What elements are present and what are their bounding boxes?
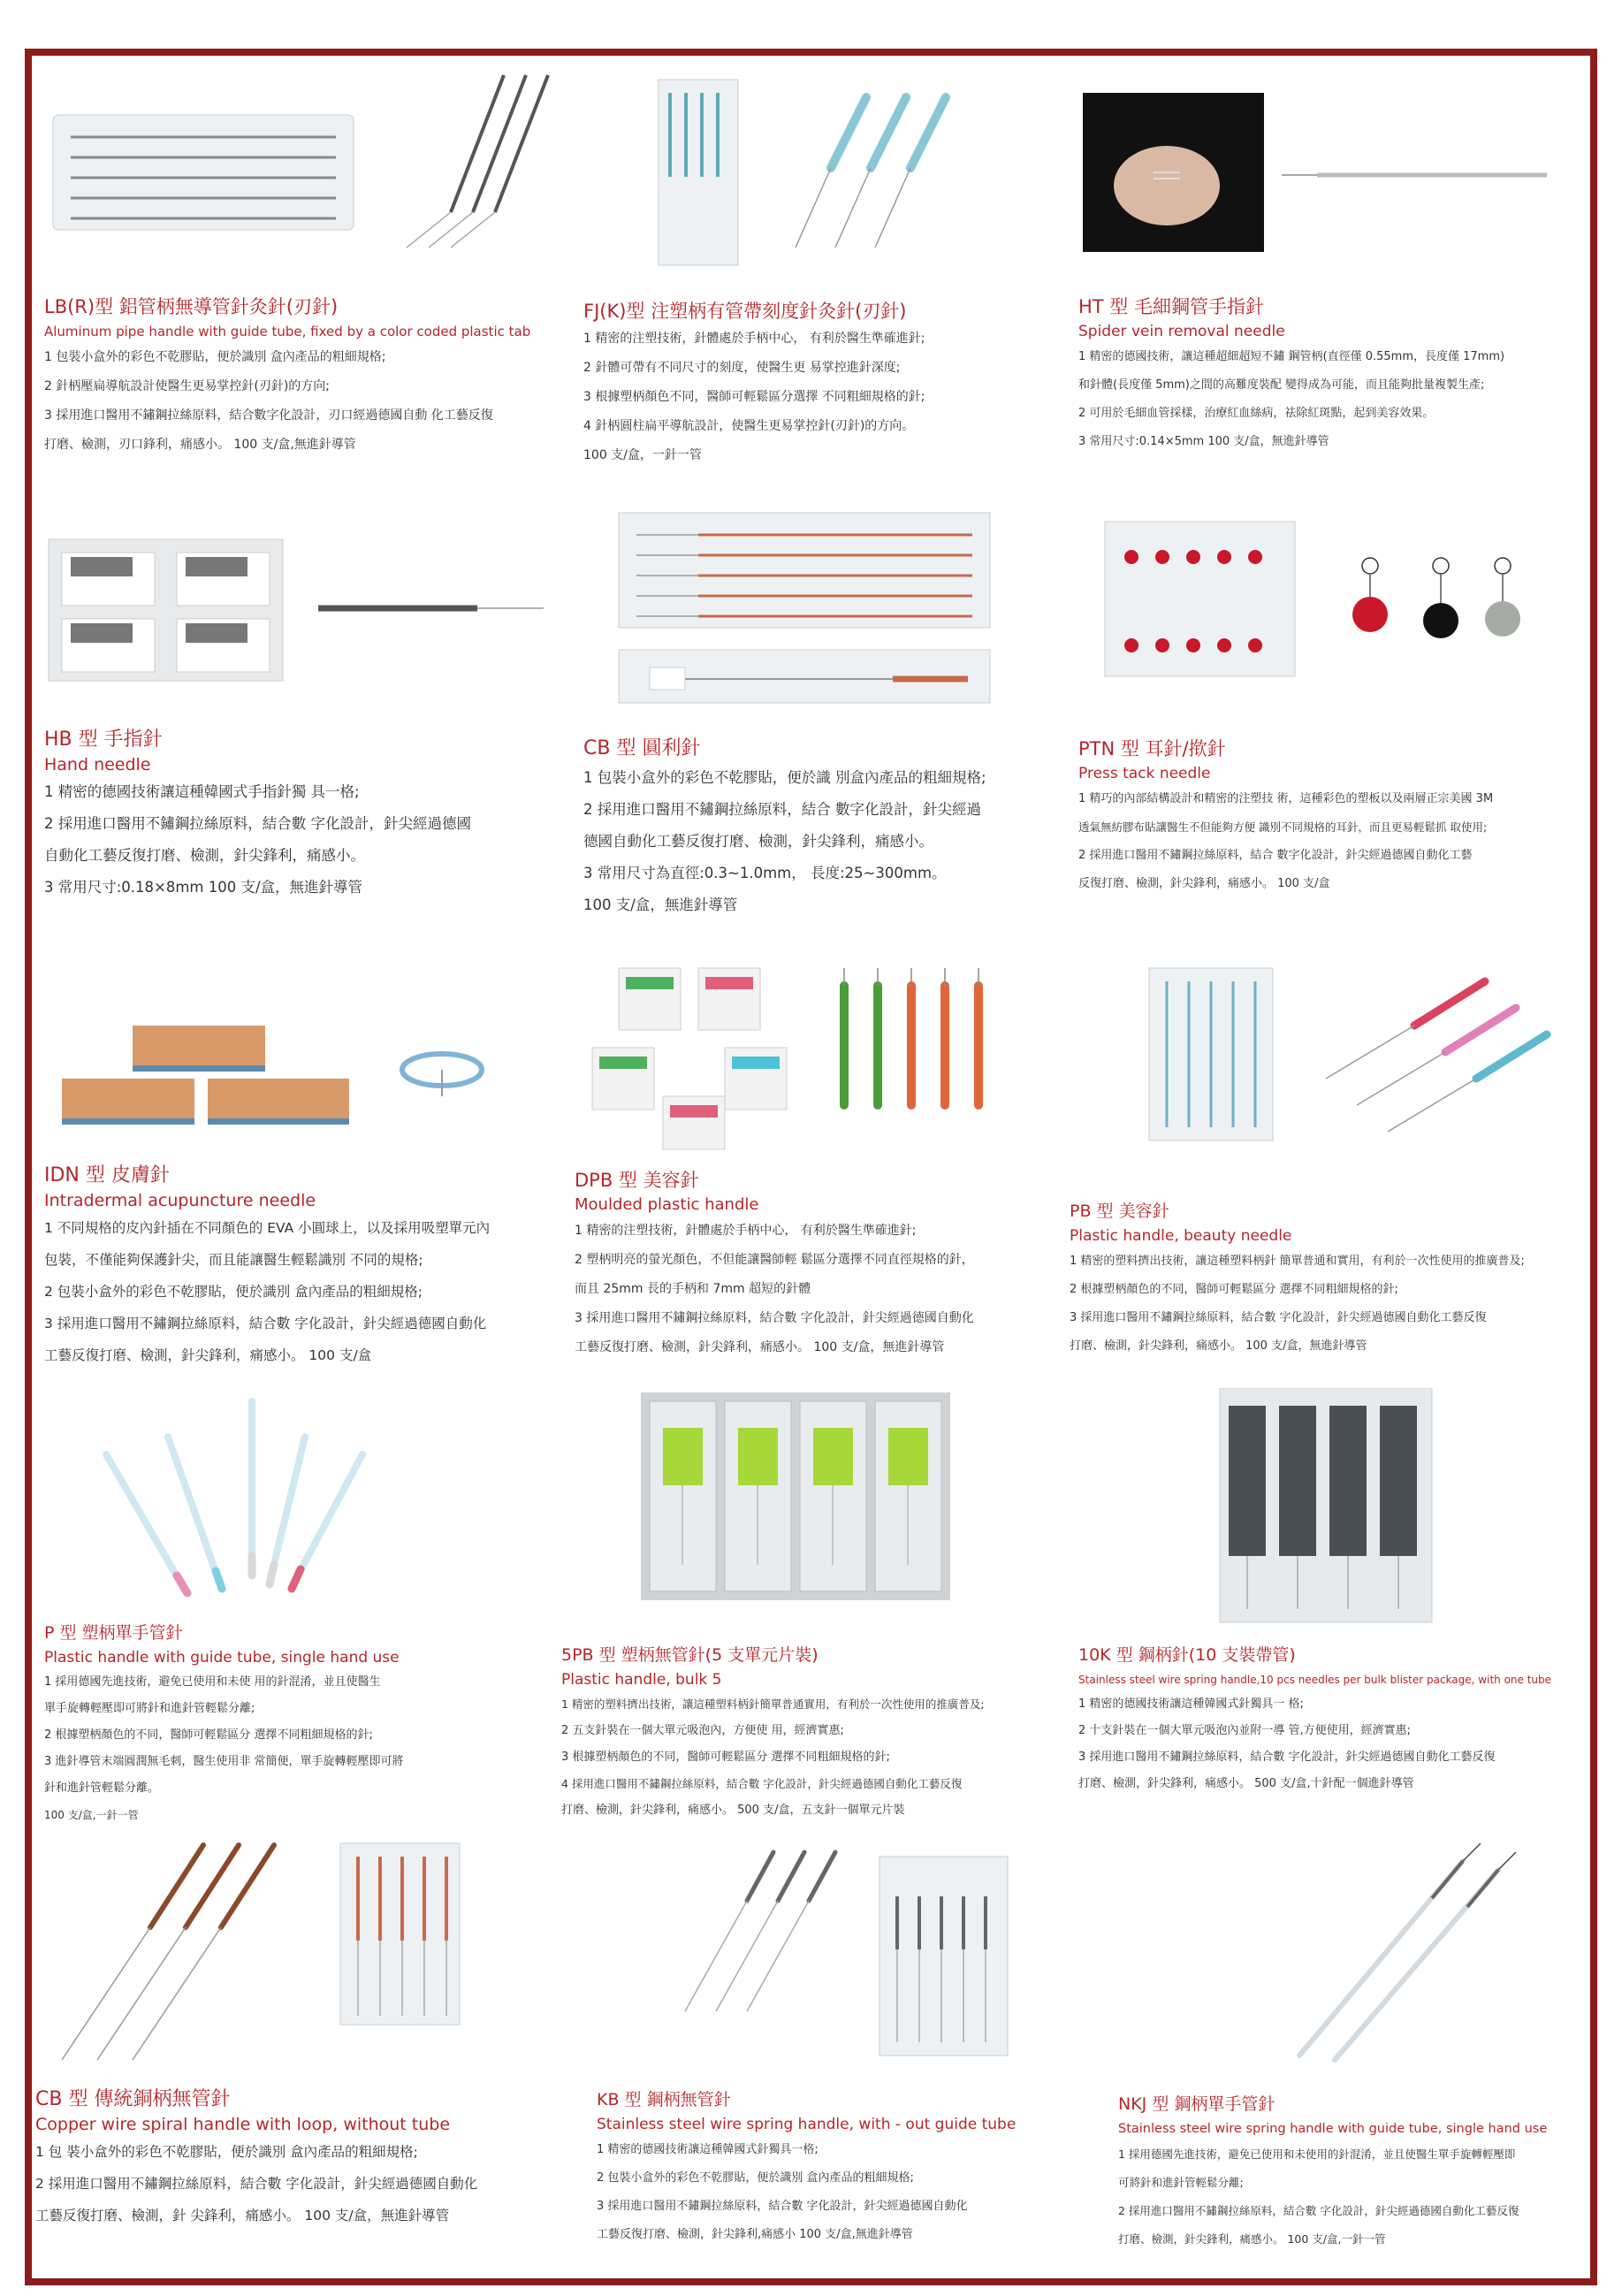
product-line: 2 採用進口醫用不鏽鋼拉絲原料，結合數 字化設計，針尖經過德國	[44, 815, 471, 832]
product-title: PTN 型 耳針/揿針	[1078, 738, 1226, 759]
product-line: 2 五支針裝在一個大單元吸泡內，方便使 用，經濟實惠;	[561, 1724, 844, 1737]
product-p	[35, 1388, 557, 1848]
product-subtitle: Hand needle	[44, 755, 151, 774]
product-line: 打磨、檢測，針尖鋒利，痛感小。 100 支/盒,一針一管	[1118, 2232, 1386, 2246]
product-pb	[1061, 942, 1587, 1397]
product-title: DPB 型 美容針	[575, 1170, 699, 1191]
product-subtitle: Plastic handle, bulk 5	[561, 1671, 722, 1689]
product-title: P 型 塑柄單手管針	[44, 1623, 183, 1643]
product-subtitle: Plastic handle with guide tube, single hand use	[44, 1649, 400, 1667]
product-line: 2 根據塑柄顏色的不同，醫師可輕鬆區分 選擇不同粗細規格的針;	[1070, 1283, 1398, 1296]
product-line: 單手旋轉輕壓即可將針和進針管輕鬆分離;	[44, 1702, 255, 1715]
product-line: 3 採用進口醫用不鏽鋼拉絲原料，結合數 字化設計，針尖經過德國自動化工藝反復	[1070, 1311, 1487, 1324]
product-cb-round	[575, 504, 1070, 937]
product-images	[1109, 1835, 1587, 2091]
product-line: 2 塑柄明亮的螢光顏色，不但能讓醫師輕 鬆區分選擇不同直徑規格的針，	[575, 1253, 974, 1267]
product-subtitle: Press tack needle	[1078, 765, 1211, 782]
product-line: 打磨、檢測，針尖鋒利，痛感小。 500 支/盒,十針配一個進針導管	[1078, 1777, 1414, 1790]
product-line: 1 精密的注塑技術，針體處於手柄中心， 有利於醫生準確進針;	[583, 332, 925, 346]
product-nkj	[1109, 1835, 1587, 2277]
product-line: 2 包裝小盒外的彩色不乾膠貼，便於識別 盒內產品的粗細規格;	[597, 2171, 914, 2185]
product-title: LB(R)型 鋁管柄無導管針灸針(刃針)	[44, 296, 339, 317]
product-line: 2 採用進口醫用不鏽鋼拉絲原料，結合數 字化設計，針尖經過德國自動化工藝反復	[1118, 2204, 1519, 2217]
needle-pack-illustration	[1070, 62, 1587, 318]
needle-pack-illustration	[575, 504, 1070, 760]
product-line: 3 根據塑柄顏色不同，醫師可輕鬆區分選擇 不同粗細規格的針;	[583, 390, 925, 404]
needle-pack-illustration	[35, 62, 566, 318]
product-subtitle: Plastic handle, beauty needle	[1070, 1227, 1292, 1245]
needle-pack-illustration	[27, 1835, 592, 2091]
product-line: 透氣無紡膠布貼讓醫生不但能夠方便 識別不同規格的耳針，而且更易輕鬆抓 取使用;	[1078, 820, 1488, 834]
product-line: 100 支/盒,一針一管	[44, 1809, 139, 1821]
product-title: 10K 型 鋼柄針(10 支裝帶管)	[1078, 1645, 1296, 1665]
product-subtitle: Intradermal acupuncture needle	[44, 1191, 316, 1210]
product-line: 打磨、檢測，針尖鋒利，痛感小。 500 支/盒，五支針一個單元片裝	[561, 1804, 905, 1817]
product-images	[35, 1388, 557, 1644]
needle-pack-illustration	[35, 1388, 557, 1644]
product-ht	[1070, 62, 1587, 469]
product-title: IDN 型 皮膚針	[44, 1164, 170, 1186]
needle-pack-illustration	[1109, 1835, 1587, 2091]
product-line: 3 採用進口醫用不鏽鋼拉絲原料，結合數 字化設計，針尖經過德國自動化工藝反復	[1078, 1751, 1496, 1764]
product-images	[1070, 504, 1587, 760]
product-line: 工藝反復打磨、檢測，針尖鋒利，痛感小。 100 支/盒，無進針導管	[575, 1340, 945, 1354]
product-10k	[1070, 1388, 1587, 1848]
product-line: 德國自動化工藝反復打磨、檢測，針尖鋒利，痛感小。	[583, 833, 933, 850]
product-title: CB 型 圓利針	[583, 737, 701, 759]
product-images	[588, 1835, 1109, 2091]
product-line: 打磨、檢測，針尖鋒利，痛感小。 100 支/盒，無進針導管	[1070, 1339, 1367, 1353]
product-line: 1 包裝小盒外的彩色不乾膠貼，便於識別 盒內產品的粗細規格;	[44, 350, 386, 364]
product-line: 2 可用於毛細血管採樣，治療紅血絲病，祛除紅斑點，起到美容效果。	[1078, 407, 1435, 420]
product-title: 5PB 型 塑柄無管針(5 支單元片裝)	[561, 1645, 819, 1665]
product-line: 100 支/盒，一針一管	[583, 448, 702, 462]
product-images	[35, 62, 566, 318]
product-line: 1 採用德國先進技術，避免已使用和未使用的針混淆，並且使醫生單手旋轉輕壓即	[1118, 2147, 1516, 2161]
product-line: 2 採用進口醫用不鏽鋼拉絲原料，結合數 字化設計，針尖經過德國自動化	[35, 2176, 478, 2192]
needle-pack-illustration	[35, 504, 575, 760]
product-5pb	[552, 1388, 1074, 1848]
product-images	[35, 942, 575, 1198]
product-title: KB 型 鋼柄無管針	[597, 2090, 731, 2109]
product-line: 工藝反復打磨、檢測，針 尖鋒利，痛感小。 100 支/盒，無進針導管	[35, 2208, 450, 2224]
product-line: 工藝反復打磨、檢測，針尖鋒利,痛感小 100 支/盒,無進針導管	[597, 2228, 913, 2241]
product-line: 而且 25mm 長的手柄和 7mm 超短的針體	[575, 1282, 811, 1296]
product-line: 3 採用進口醫用不鏽鋼拉絲原料，結合數 字化設計，針尖經過德國自動化	[597, 2200, 968, 2213]
product-line: 反復打磨、檢測，針尖鋒利，痛感小。 100 支/盒	[1078, 877, 1330, 890]
product-line: 1 不同規格的皮內針插在不同顏色的 EVA 小圓球上，以及採用吸塑單元內	[44, 1220, 491, 1236]
product-subtitle: Aluminum pipe handle with guide tube, fixed by a color coded plastic tab	[44, 324, 531, 339]
product-line: 3 常用尺寸為直徑:0.3~1.0mm， 長度:25~300mm。	[583, 865, 947, 881]
product-dpb	[566, 942, 1061, 1397]
needle-pack-illustration	[552, 1388, 1074, 1644]
product-images	[575, 62, 1070, 318]
product-line: 1 精密的德國技術讓這種韓國式針獨具一格;	[597, 2143, 819, 2156]
product-subtitle: Spider vein removal needle	[1078, 323, 1285, 340]
needle-pack-illustration	[1061, 942, 1587, 1198]
product-line: 1 精密的德國技術讓這種韓國式手指針獨 具一格;	[44, 783, 360, 800]
product-title: NKJ 型 鋼柄單手管針	[1118, 2094, 1276, 2114]
product-kb	[588, 1835, 1109, 2277]
product-line: 3 根據塑柄顏色的不同，醫師可輕鬆區分 選擇不同粗細規格的針;	[561, 1751, 890, 1764]
product-line: 3 進針導管末端圓潤無毛刺，醫生使用非 常簡便，單手旋轉輕壓即可將	[44, 1755, 404, 1768]
product-images	[1070, 1388, 1587, 1644]
product-images	[566, 942, 1061, 1198]
needle-pack-illustration	[588, 1835, 1109, 2091]
needle-pack-illustration	[566, 942, 1061, 1198]
product-line: 1 精密的德國技術讓這種韓國式針獨具一 格;	[1078, 1697, 1304, 1711]
product-line: 1 採用德國先進技術，避免已使用和未使 用的針混淆，並且使醫生	[44, 1675, 381, 1689]
product-title: HB 型 手指針	[44, 728, 163, 751]
product-line: 1 精密的注塑技術，針體處於手柄中心， 有利於醫生準確進針;	[575, 1224, 917, 1238]
product-title: HT 型 毛細鋼管手指針	[1078, 296, 1264, 317]
product-line: 100 支/盒，無進針導管	[583, 896, 738, 913]
product-cb-copper	[27, 1835, 592, 2277]
product-line: 3 常用尺寸:0.18×8mm 100 支/盒，無進針導管	[44, 879, 363, 896]
product-subtitle: Stainless steel wire spring handle with guide tube, single hand use	[1118, 2122, 1548, 2136]
product-images	[35, 504, 575, 760]
product-line: 4 採用進口醫用不鏽鋼拉絲原料，結合數 字化設計，針尖經過德國自動化工藝反復	[561, 1777, 963, 1790]
product-line: 2 採用進口醫用不鏽鋼拉絲原料，結合 數字化設計，針尖經過	[583, 801, 981, 818]
product-hb	[35, 504, 575, 937]
product-line: 2 十支針裝在一個大單元吸泡內並附一導 管,方便使用，經濟實惠;	[1078, 1724, 1412, 1737]
needle-pack-illustration	[1070, 1388, 1587, 1644]
product-subtitle: Stainless steel wire spring handle, with - out guide tube	[597, 2116, 1017, 2133]
product-line: 2 根據塑柄顏色的不同，醫師可輕鬆區分 選擇不同粗細規格的針;	[44, 1728, 373, 1742]
needle-pack-illustration	[35, 942, 575, 1198]
product-line: 工藝反復打磨、檢測，針尖鋒利，痛感小。 100 支/盒	[44, 1347, 372, 1363]
product-line: 自動化工藝反復打磨、檢測，針尖鋒利，痛感小。	[44, 847, 365, 864]
product-line: 1 精巧的內部結構設計和精密的注塑技 術，這種彩色的塑板以及兩層正宗美國 3M	[1078, 792, 1494, 805]
product-subtitle: Moulded plastic handle	[575, 1195, 759, 1214]
product-line: 3 常用尺寸:0.14×5mm 100 支/盒，無進針導管	[1078, 435, 1329, 448]
product-images	[1070, 62, 1587, 318]
product-line: 1 包 裝小盒外的彩色不乾膠貼，便於識別 盒內產品的粗細規格;	[35, 2144, 418, 2160]
product-title: CB 型 傳統銅柄無管針	[35, 2088, 231, 2110]
product-line: 2 採用進口醫用不鏽鋼拉絲原料，結合 數字化設計，針尖經過德國自動化工藝	[1078, 849, 1473, 862]
product-idn	[35, 942, 575, 1397]
product-line: 3 採用進口醫用不鏽鋼拉絲原料，結合數 字化設計，針尖經過德國自動化	[575, 1311, 974, 1325]
product-line: 打磨、檢測，刃口鋒利，痛感小。 100 支/盒,無進針導管	[44, 438, 356, 452]
product-images	[552, 1388, 1074, 1644]
product-line: 和針體(長度僅 5mm)之間的高難度裝配 變得成為可能，而且能夠批量複製生產;	[1078, 378, 1485, 392]
product-title: PB 型 美容針	[1070, 1201, 1169, 1221]
product-title: FJ(K)型 注塑柄有管帶刻度針灸針(刃針)	[583, 301, 907, 322]
product-lb-r	[35, 62, 566, 486]
needle-pack-illustration	[575, 62, 1070, 318]
product-line: 1 精密的塑料擠出技術，讓這種塑料柄針 簡單普通和實用，有利於一次性使用的推廣普及;	[1070, 1255, 1525, 1268]
product-ptn	[1070, 504, 1587, 928]
product-fj-k	[575, 62, 1070, 495]
product-line: 4 針柄圓柱扁平導航設計，使醫生更易掌控針(刃針)的方向。	[583, 419, 915, 433]
product-line: 2 針體可帶有不同尺寸的刻度，使醫生更 易掌控進針深度;	[583, 361, 901, 375]
product-line: 1 包裝小盒外的彩色不乾膠貼，便於識 別盒內產品的粗細規格;	[583, 769, 986, 786]
product-line: 1 精密的德國技術，讓這種超細超短不鏽 鋼管柄(直徑僅 0.55mm，長度僅 17mm)	[1078, 350, 1505, 363]
product-line: 針和進針管輕鬆分離。	[44, 1781, 160, 1795]
product-images	[575, 504, 1070, 760]
product-line: 3 採用進口醫用不鏽鋼拉絲原料，結合數 字化設計，針尖經過德國自動化	[44, 1316, 487, 1331]
product-line: 3 採用進口醫用不鏽鋼拉絲原料，結合數字化設計，刃口經過德國自動 化工藝反復	[44, 408, 493, 423]
product-line: 包裝，不僅能夠保護針尖，而且能讓醫生輕鬆識別 不同的規格;	[44, 1252, 423, 1268]
product-images	[27, 1835, 592, 2091]
product-line: 1 精密的塑料擠出技術，讓這種塑料柄針簡單普通實用，有利於一次性使用的推廣普及;	[561, 1697, 985, 1711]
needle-pack-illustration	[1070, 504, 1587, 760]
product-images	[1061, 942, 1587, 1198]
product-subtitle: Stainless steel wire spring handle,10 pcs needles per bulk blister package, with one tube	[1078, 1674, 1552, 1686]
product-line: 可將針和進針管輕鬆分離;	[1118, 2176, 1244, 2189]
product-line: 2 包裝小盒外的彩色不乾膠貼，便於識別 盒內產品的粗細規格;	[44, 1284, 423, 1300]
product-line: 2 針柄壓扁導航設計使醫生更易掌控針(刃針)的方向;	[44, 379, 330, 393]
product-subtitle: Copper wire spiral handle with loop, without tube	[35, 2115, 451, 2134]
